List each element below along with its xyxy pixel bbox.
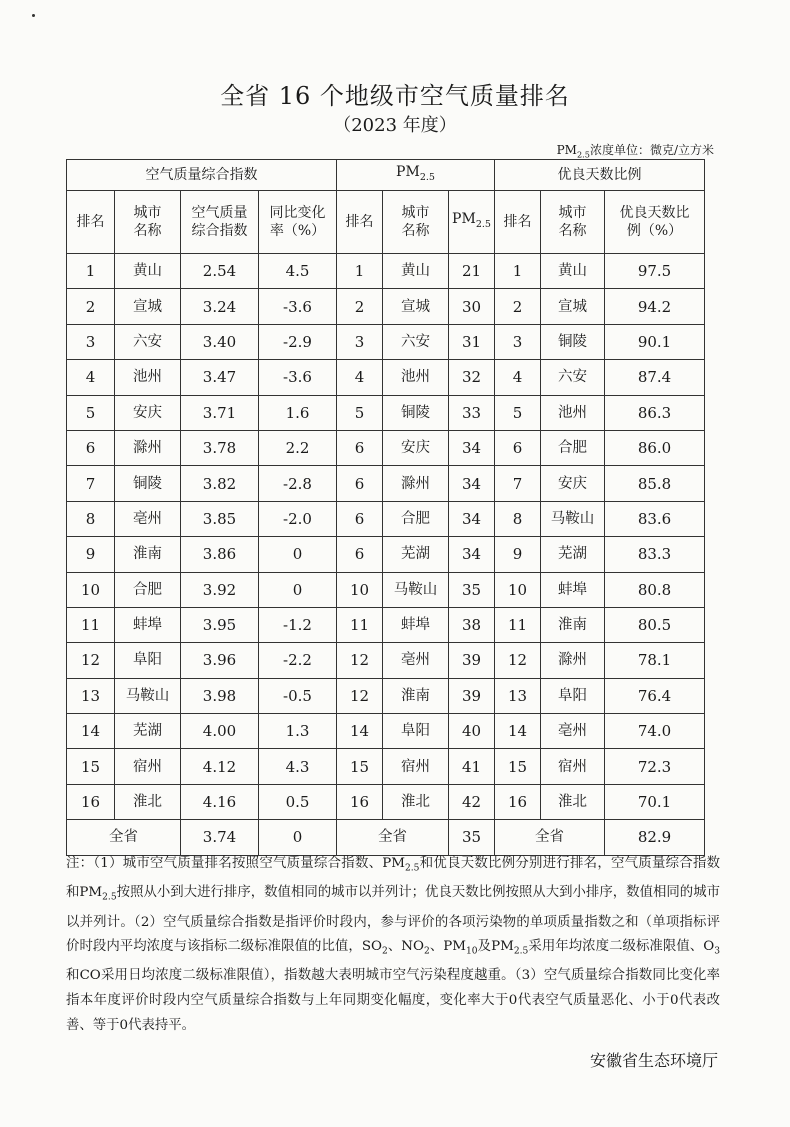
cell-pm-city: 马鞍山 (383, 572, 449, 607)
cell-aqi-value: 3.24 (181, 289, 259, 324)
cell-pm-rank: 2 (337, 289, 383, 324)
cell-aqi-change: 4.5 (259, 254, 337, 289)
cell-good-city: 安庆 (541, 466, 605, 501)
cell-aqi-value: 3.82 (181, 466, 259, 501)
cell-pm-rank: 12 (337, 678, 383, 713)
cell-pm-value: 34 (449, 501, 495, 536)
cell-pm-rank: 12 (337, 643, 383, 678)
cell-aqi-city: 黄山 (115, 254, 181, 289)
cell-good-rank: 9 (495, 537, 541, 572)
total-label: 全省 (337, 820, 449, 855)
col-header-good-ratio: 优良天数比例（%） (605, 191, 705, 254)
cell-aqi-city: 池州 (115, 360, 181, 395)
cell-aqi-city: 宿州 (115, 749, 181, 784)
table-row (67, 430, 705, 465)
group-header-aqi: 空气质量综合指数 (67, 160, 337, 191)
cell-pm-city: 铜陵 (383, 395, 449, 430)
cell-pm-city: 阜阳 (383, 714, 449, 749)
cell-good-value: 94.2 (605, 289, 705, 324)
cell-good-rank: 1 (495, 254, 541, 289)
cell-aqi-city: 六安 (115, 324, 181, 359)
table-row (67, 572, 705, 607)
cell-pm-value: 41 (449, 749, 495, 784)
cell-good-rank: 4 (495, 360, 541, 395)
cell-pm-rank: 5 (337, 395, 383, 430)
table-row (67, 678, 705, 713)
cell-aqi-change: 1.3 (259, 714, 337, 749)
cell-aqi-value: 3.98 (181, 678, 259, 713)
cell-pm-city: 淮北 (383, 784, 449, 819)
cell-aqi-rank: 16 (67, 784, 115, 819)
col-header-city: 城市名称 (115, 191, 181, 254)
cell-good-value: 97.5 (605, 254, 705, 289)
table-row (67, 324, 705, 359)
cell-aqi-value: 3.71 (181, 395, 259, 430)
cell-pm-city: 滁州 (383, 466, 449, 501)
cell-good-rank: 11 (495, 607, 541, 642)
cell-aqi-rank: 9 (67, 537, 115, 572)
cell-aqi-value: 3.85 (181, 501, 259, 536)
cell-aqi-rank: 14 (67, 714, 115, 749)
cell-aqi-city: 宣城 (115, 289, 181, 324)
document-subtitle: （2023 年度） (333, 115, 457, 136)
cell-pm-value: 31 (449, 324, 495, 359)
cell-good-rank: 5 (495, 395, 541, 430)
cell-good-value: 83.6 (605, 501, 705, 536)
cell-pm-rank: 1 (337, 254, 383, 289)
unit-note: $PM_{2.5}$浓度单位：微克/立方米 (556, 143, 714, 160)
cell-pm-value: 40 (449, 714, 495, 749)
cell-pm-rank: 14 (337, 714, 383, 749)
cell-aqi-value: 3.86 (181, 537, 259, 572)
cell-aqi-value: 4.00 (181, 714, 259, 749)
cell-good-city: 淮南 (541, 607, 605, 642)
cell-pm-value: 21 (449, 254, 495, 289)
total-aqi-value: 3.74 (181, 820, 259, 855)
cell-pm-city: 安庆 (383, 430, 449, 465)
cell-aqi-change: -2.0 (259, 501, 337, 536)
cell-aqi-rank: 1 (67, 254, 115, 289)
cell-aqi-change: 0 (259, 572, 337, 607)
cell-aqi-value: 4.12 (181, 749, 259, 784)
total-aqi-change: 0 (259, 820, 337, 855)
cell-aqi-city: 安庆 (115, 395, 181, 430)
cell-aqi-rank: 3 (67, 324, 115, 359)
cell-pm-city: 蚌埠 (383, 607, 449, 642)
cell-pm-rank: 6 (337, 501, 383, 536)
cell-good-value: 78.1 (605, 643, 705, 678)
cell-good-city: 宣城 (541, 289, 605, 324)
cell-good-city: 淮北 (541, 784, 605, 819)
cell-good-value: 86.0 (605, 430, 705, 465)
ranking-table-body (67, 254, 705, 856)
cell-pm-rank: 4 (337, 360, 383, 395)
cell-good-city: 池州 (541, 395, 605, 430)
cell-aqi-city: 芜湖 (115, 714, 181, 749)
cell-good-city: 铜陵 (541, 324, 605, 359)
cell-aqi-rank: 8 (67, 501, 115, 536)
cell-pm-city: 合肥 (383, 501, 449, 536)
cell-good-rank: 8 (495, 501, 541, 536)
col-header-rank: 排名 (337, 191, 383, 254)
total-good-value: 82.9 (605, 820, 705, 855)
table-row (67, 537, 705, 572)
cell-aqi-value: 3.78 (181, 430, 259, 465)
cell-good-rank: 14 (495, 714, 541, 749)
cell-pm-rank: 11 (337, 607, 383, 642)
cell-pm-value: 35 (449, 572, 495, 607)
total-pm-value: 35 (449, 820, 495, 855)
cell-aqi-change: -2.2 (259, 643, 337, 678)
cell-good-rank: 2 (495, 289, 541, 324)
cell-good-rank: 3 (495, 324, 541, 359)
total-row (67, 820, 705, 855)
cell-aqi-change: -3.6 (259, 289, 337, 324)
cell-pm-rank: 10 (337, 572, 383, 607)
cell-good-value: 80.8 (605, 572, 705, 607)
col-header-city: 城市名称 (541, 191, 605, 254)
cell-pm-rank: 6 (337, 537, 383, 572)
cell-good-city: 黄山 (541, 254, 605, 289)
cell-good-city: 六安 (541, 360, 605, 395)
cell-pm-value: 34 (449, 430, 495, 465)
cell-pm-rank: 6 (337, 430, 383, 465)
cell-aqi-rank: 10 (67, 572, 115, 607)
cell-aqi-rank: 4 (67, 360, 115, 395)
cell-pm-city: 宿州 (383, 749, 449, 784)
table-row (67, 714, 705, 749)
table-row (67, 607, 705, 642)
issuer-signature: 安徽省生态环境厅 (589, 1051, 718, 1070)
col-header-pm25: $PM_{2.5}$ (449, 191, 495, 254)
table-row (67, 749, 705, 784)
cell-aqi-change: -0.5 (259, 678, 337, 713)
cell-good-rank: 6 (495, 430, 541, 465)
cell-pm-city: 黄山 (383, 254, 449, 289)
group-header-pm25: $PM_{2.5}$ (337, 160, 495, 191)
cell-aqi-value: 4.16 (181, 784, 259, 819)
cell-pm-rank: 3 (337, 324, 383, 359)
total-label: 全省 (67, 820, 181, 855)
cell-aqi-value: 3.47 (181, 360, 259, 395)
cell-aqi-value: 3.96 (181, 643, 259, 678)
cell-good-value: 76.4 (605, 678, 705, 713)
cell-good-city: 蚌埠 (541, 572, 605, 607)
cell-good-city: 亳州 (541, 714, 605, 749)
col-header-rank: 排名 (67, 191, 115, 254)
cell-aqi-city: 蚌埠 (115, 607, 181, 642)
table-row (67, 289, 705, 324)
cell-aqi-city: 马鞍山 (115, 678, 181, 713)
cell-good-value: 72.3 (605, 749, 705, 784)
cell-pm-city: 六安 (383, 324, 449, 359)
cell-aqi-rank: 15 (67, 749, 115, 784)
cell-good-value: 86.3 (605, 395, 705, 430)
cell-good-city: 宿州 (541, 749, 605, 784)
cell-aqi-rank: 7 (67, 466, 115, 501)
col-header-rank: 排名 (495, 191, 541, 254)
cell-aqi-change: 1.6 (259, 395, 337, 430)
col-header-change-rate: 同比变化率（%） (259, 191, 337, 254)
table-row (67, 254, 705, 289)
cell-aqi-city: 滁州 (115, 430, 181, 465)
cell-good-value: 74.0 (605, 714, 705, 749)
total-label: 全省 (495, 820, 605, 855)
cell-aqi-rank: 12 (67, 643, 115, 678)
cell-pm-value: 42 (449, 784, 495, 819)
cell-pm-value: 32 (449, 360, 495, 395)
cell-aqi-change: 2.2 (259, 430, 337, 465)
cell-aqi-city: 铜陵 (115, 466, 181, 501)
cell-pm-value: 33 (449, 395, 495, 430)
cell-aqi-change: 0 (259, 537, 337, 572)
cell-good-value: 87.4 (605, 360, 705, 395)
cell-pm-rank: 16 (337, 784, 383, 819)
cell-aqi-city: 阜阳 (115, 643, 181, 678)
cell-good-value: 90.1 (605, 324, 705, 359)
cell-good-rank: 15 (495, 749, 541, 784)
cell-good-value: 70.1 (605, 784, 705, 819)
cell-pm-rank: 6 (337, 466, 383, 501)
cell-pm-city: 芜湖 (383, 537, 449, 572)
table-row (67, 466, 705, 501)
cell-aqi-change: 0.5 (259, 784, 337, 819)
cell-aqi-rank: 11 (67, 607, 115, 642)
cell-aqi-value: 3.40 (181, 324, 259, 359)
cell-good-rank: 7 (495, 466, 541, 501)
cell-aqi-rank: 6 (67, 430, 115, 465)
cell-pm-city: 宣城 (383, 289, 449, 324)
ranking-table (66, 159, 705, 856)
cell-good-rank: 16 (495, 784, 541, 819)
cell-pm-city: 淮南 (383, 678, 449, 713)
group-header-good-days: 优良天数比例 (495, 160, 705, 191)
cell-pm-rank: 15 (337, 749, 383, 784)
cell-good-value: 83.3 (605, 537, 705, 572)
col-header-aqi-index: 空气质量综合指数 (181, 191, 259, 254)
cell-good-city: 合肥 (541, 430, 605, 465)
cell-good-city: 滁州 (541, 643, 605, 678)
cell-aqi-city: 合肥 (115, 572, 181, 607)
cell-good-city: 阜阳 (541, 678, 605, 713)
cell-pm-value: 39 (449, 643, 495, 678)
cell-aqi-rank: 5 (67, 395, 115, 430)
cell-aqi-city: 淮南 (115, 537, 181, 572)
cell-pm-city: 亳州 (383, 643, 449, 678)
cell-aqi-value: 3.95 (181, 607, 259, 642)
cell-aqi-rank: 13 (67, 678, 115, 713)
table-row (67, 784, 705, 819)
cell-aqi-change: -2.8 (259, 466, 337, 501)
cell-aqi-city: 淮北 (115, 784, 181, 819)
cell-aqi-value: 2.54 (181, 254, 259, 289)
col-header-city: 城市名称 (383, 191, 449, 254)
cell-aqi-change: -3.6 (259, 360, 337, 395)
cell-good-city: 马鞍山 (541, 501, 605, 536)
table-row (67, 360, 705, 395)
cell-pm-value: 39 (449, 678, 495, 713)
document-title: 全省 16 个地级市空气质量排名 (220, 82, 570, 110)
cell-good-rank: 12 (495, 643, 541, 678)
table-row (67, 501, 705, 536)
cell-good-rank: 13 (495, 678, 541, 713)
cell-aqi-city: 亳州 (115, 501, 181, 536)
cell-good-value: 85.8 (605, 466, 705, 501)
cell-pm-value: 38 (449, 607, 495, 642)
cell-good-value: 80.5 (605, 607, 705, 642)
cell-aqi-rank: 2 (67, 289, 115, 324)
cell-pm-city: 池州 (383, 360, 449, 395)
cell-aqi-value: 3.92 (181, 572, 259, 607)
cell-pm-value: 30 (449, 289, 495, 324)
scan-speck (32, 14, 35, 17)
footnote: 注：（1）城市空气质量排名按照空气质量综合指数、$PM_{2.5}$和优良天数比例分别进行排名，空气质量综合指数和$PM_{2.5}$按照从小到大进行排序，数值相同的城市以并列计；优良天数比例按照从大到小排序，数值相同的城市以并列计。（2）空气质量综合指数是指评价时段内，参与评价的各项污染物的单项质量指数之和（单项指标评价时段内平均浓度与该指标二级标准限值的比值，$SO_2$、$NO_2$、$PM_{10}$及$PM_{2.5}$采用年均浓度二级标准限值、$O_3$和CO采用日均浓度二级标准限值），指数越大表明城市空气污染程度越重。（3）空气质量综合指数同比变化率指本年度评价时段内空气质量综合指数与上年同期变化幅度，变化率大于0代表空气质量恶化、小于0代表改善、等于0代表持平。 (66, 856, 720, 1033)
cell-aqi-change: -2.9 (259, 324, 337, 359)
cell-good-rank: 10 (495, 572, 541, 607)
cell-aqi-change: 4.3 (259, 749, 337, 784)
cell-pm-value: 34 (449, 466, 495, 501)
table-row (67, 643, 705, 678)
cell-good-city: 芜湖 (541, 537, 605, 572)
cell-pm-value: 34 (449, 537, 495, 572)
cell-aqi-change: -1.2 (259, 607, 337, 642)
table-row (67, 395, 705, 430)
